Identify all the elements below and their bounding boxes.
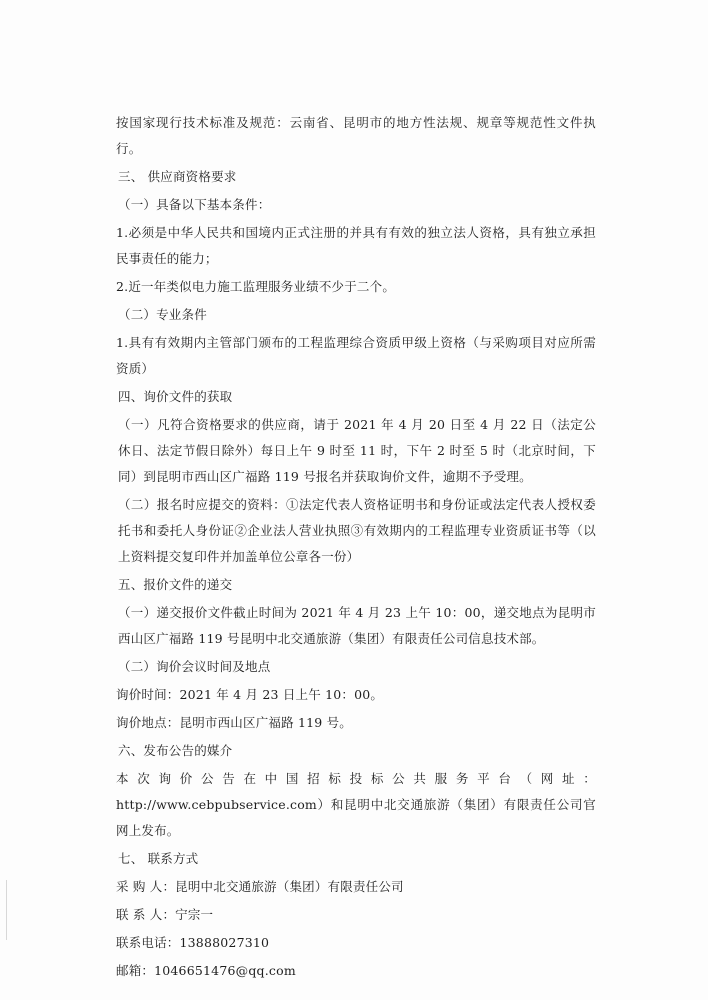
scan-edge-mark — [6, 880, 7, 940]
requirement-item: 1.具有有效期内主管部门颁布的工程监理综合资质甲级上资格（与采购项目对应所需资质） — [116, 335, 596, 376]
requirement-item: 1.必须是中华人民共和国境内正式注册的并具有有效的独立法人资格，具有独立承担民事责任的能力； — [116, 225, 596, 266]
body-paragraph: （一）凡符合资格要求的供应商，请于 2021 年 4 月 20 日至 4 月 22 日（法定公休日、法定节假日除外）每日上午 9 时至 11 时，下午 2 时至 5 时（北京时间，下同）到昆明市西山区广福路 119 号报名并获取询价文件，逾期不予受理。 — [118, 417, 596, 484]
section-heading-3: 三、 供应商资格要求 — [118, 169, 237, 184]
body-paragraph: 按国家现行技术标准及规范：云南省、昆明市的地方性法规、规章等规范性文件执行。 — [116, 115, 596, 156]
subsection-heading: （二）询价会议时间及地点 — [118, 659, 271, 674]
section-heading-6: 六、发布公告的媒介 — [118, 743, 233, 758]
inquiry-location: 询价地点：昆明市西山区广福路 119 号。 — [116, 715, 353, 730]
contact-person: 联 系 人：宁宗一 — [116, 907, 214, 922]
section-heading-5: 五、报价文件的递交 — [118, 577, 233, 592]
section-heading-4: 四、询价文件的获取 — [118, 389, 233, 404]
subsection-heading: （二）专业条件 — [118, 307, 207, 322]
section-heading-7: 七、 联系方式 — [118, 851, 199, 866]
subsection-heading: （一）具备以下基本条件： — [118, 197, 271, 212]
document-body — [116, 110, 596, 986]
contact-purchaser: 采 购 人：昆明中北交通旅游（集团）有限责任公司 — [116, 879, 404, 894]
body-paragraph: （二）报名时应提交的资料：①法定代表人资格证明书和身份证或法定代表人授权委托书和委托人身份证②企业法人营业执照③有效期内的工程监理专业资质证书等（以上资料提交复印件并加盖单位公章各一份） — [118, 497, 596, 564]
body-paragraph: 本次询价公告在中国招标投标公共服务平台（网址：http://www.cebpubservice.com）和昆明中北交通旅游（集团）有限责任公司官网上发布。 — [116, 771, 596, 838]
requirement-item: 2.近一年类似电力施工监理服务业绩不少于二个。 — [116, 279, 396, 294]
inquiry-time: 询价时间：2021 年 4 月 23 日上午 10：00。 — [116, 687, 384, 702]
body-paragraph: （一）递交报价文件截止时间为 2021 年 4 月 23 上午 10：00，递交地点为昆明市西山区广福路 119 号昆明中北交通旅游（集团）有限责任公司信息技术部。 — [118, 605, 596, 646]
contact-phone: 联系电话：13888027310 — [116, 935, 270, 950]
contact-email: 邮箱：1046651476@qq.com — [116, 963, 296, 978]
